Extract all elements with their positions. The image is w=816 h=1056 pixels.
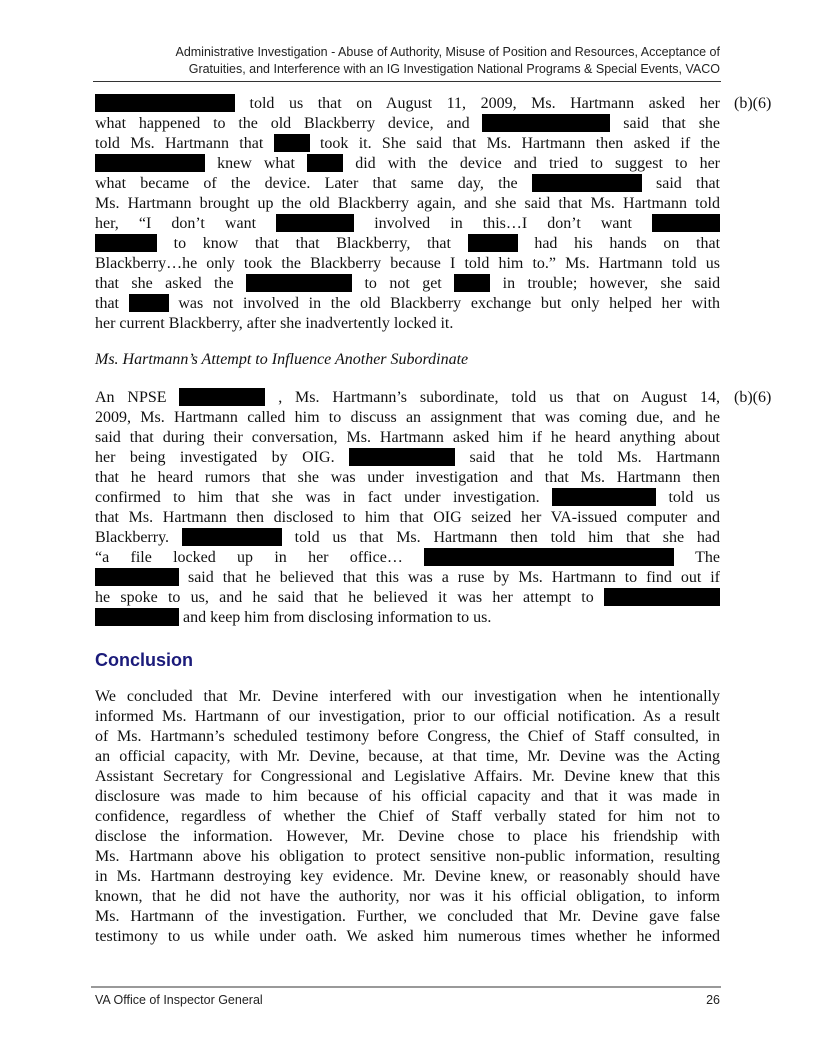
header-line-1: Administrative Investigation - Abuse of Authority, Misuse of Position and Resources, Acceptance of bbox=[175, 45, 720, 59]
redaction-box bbox=[532, 174, 642, 192]
paragraph-conclusion bbox=[95, 687, 720, 947]
text-segment: Assistant Secretary for Congressional and Legislative Affairs. Mr. Devine knew that this bbox=[95, 768, 720, 785]
text-segment: informed Ms. Hartmann of our investigation, prior to our official notification. As a result bbox=[95, 708, 720, 725]
redaction-box bbox=[652, 214, 720, 232]
text-segment: known, that he did not have the authority, nor was it his official obligation, to inform bbox=[95, 888, 720, 905]
text-line bbox=[95, 847, 720, 867]
text-segment: an official capacity, with Mr. Devine, because, at that time, Mr. Devine was the Acting bbox=[95, 748, 720, 765]
text-line bbox=[95, 608, 720, 628]
text-segment: her being investigated by OIG. bbox=[95, 449, 335, 466]
text-line bbox=[95, 408, 720, 428]
text-segment: Ms. Hartmann brought up the old Blackberry again, and she said that Ms. Hartmann told bbox=[95, 195, 720, 212]
text-segment: said that bbox=[656, 175, 720, 192]
text-line bbox=[95, 588, 720, 608]
text-segment: involved in this…I don’t want bbox=[374, 215, 632, 232]
redaction-box bbox=[95, 568, 179, 586]
text-segment: to know that that Blackberry, that bbox=[173, 235, 451, 252]
text-segment: We concluded that Mr. Devine interfered with our investigation when he intentionally bbox=[95, 688, 720, 705]
redaction-box bbox=[349, 448, 455, 466]
text-line bbox=[95, 468, 720, 488]
redaction-box bbox=[468, 234, 518, 252]
text-segment: took it. She said that Ms. Hartmann then asked if the bbox=[319, 135, 721, 152]
text-line bbox=[95, 687, 720, 707]
text-line bbox=[95, 274, 720, 294]
page-number: 26 bbox=[706, 993, 720, 1007]
conclusion-heading: Conclusion bbox=[95, 650, 193, 670]
redaction-box bbox=[424, 548, 674, 566]
text-segment: and keep him from disclosing information to us. bbox=[183, 609, 492, 626]
text-line bbox=[95, 727, 720, 747]
text-line bbox=[95, 174, 720, 194]
text-segment: said that she bbox=[623, 115, 721, 132]
redaction-box bbox=[552, 488, 656, 506]
text-segment: disclose the information. However, Mr. Devine chose to place his friendship with bbox=[95, 828, 720, 845]
text-line bbox=[95, 294, 720, 314]
text-segment: her, “I don’t want bbox=[95, 215, 257, 232]
text-segment: told us bbox=[668, 489, 721, 506]
redaction-box bbox=[95, 234, 157, 252]
text-segment: said that he told Ms. Hartmann bbox=[469, 449, 721, 466]
text-line bbox=[95, 428, 720, 448]
header-divider bbox=[93, 81, 721, 82]
footer-divider bbox=[91, 986, 721, 988]
footer-organization: VA Office of Inspector General bbox=[95, 993, 263, 1007]
text-segment: Blackberry. bbox=[95, 529, 170, 546]
text-segment: told us that on August 11, 2009, Ms. Hartmann asked her bbox=[249, 95, 720, 112]
text-line bbox=[95, 314, 720, 334]
text-line bbox=[95, 214, 720, 234]
redaction-box bbox=[179, 388, 265, 406]
text-segment: Ms. Hartmann of the investigation. Further, we concluded that Mr. Devine gave false bbox=[95, 908, 720, 925]
text-line bbox=[95, 154, 720, 174]
redaction-box bbox=[274, 134, 310, 152]
text-segment: An NPSE bbox=[95, 389, 167, 406]
text-segment: testimony to us while under oath. We asked him numerous times whether he informed bbox=[95, 928, 720, 945]
text-line bbox=[95, 508, 720, 528]
text-line bbox=[95, 548, 720, 568]
text-segment: to not get bbox=[364, 275, 442, 292]
text-line bbox=[95, 94, 720, 114]
text-segment: , Ms. Hartmann’s subordinate, told us that on August 14, bbox=[278, 389, 721, 406]
text-segment: that bbox=[95, 295, 119, 312]
text-segment: confirmed to him that she was in fact under investigation. bbox=[95, 489, 540, 506]
redaction-box bbox=[182, 528, 282, 546]
exemption-label: (b)(6) bbox=[734, 389, 772, 406]
text-line bbox=[95, 887, 720, 907]
text-segment: that Ms. Hartmann then disclosed to him that OIG seized her VA-issued computer and bbox=[95, 509, 720, 526]
redaction-box bbox=[95, 154, 205, 172]
text-segment: what became of the device. Later that same day, the bbox=[95, 175, 518, 192]
document-body bbox=[95, 94, 720, 947]
text-line bbox=[95, 528, 720, 548]
text-line bbox=[95, 707, 720, 727]
text-segment: knew what bbox=[217, 155, 295, 172]
text-segment: that she asked the bbox=[95, 275, 234, 292]
text-line bbox=[95, 767, 720, 787]
text-line bbox=[95, 907, 720, 927]
text-segment: told us that Ms. Hartmann then told him that she had bbox=[294, 529, 721, 546]
text-segment: said that during their conversation, Ms. Hartmann asked him if he heard anything about bbox=[95, 429, 720, 446]
text-segment: disclosure was made to him because of his official capacity and that it was made in bbox=[95, 788, 720, 805]
text-line bbox=[95, 867, 720, 887]
redaction-box bbox=[246, 274, 352, 292]
text-segment: was not involved in the old Blackberry exchange but only helped her with bbox=[178, 295, 721, 312]
redaction-box bbox=[129, 294, 169, 312]
text-segment: in Ms. Hartmann destroying key evidence. Mr. Devine knew, or reasonably should have bbox=[95, 868, 720, 885]
text-segment: what happened to the old Blackberry device, and bbox=[95, 115, 470, 132]
text-line bbox=[95, 488, 720, 508]
text-line bbox=[95, 114, 720, 134]
text-line bbox=[95, 747, 720, 767]
text-segment: he spoke to us, and he said that he believed it was her attempt to bbox=[95, 589, 594, 606]
text-segment: Blackberry…he only took the Blackberry because I told him to.” Ms. Hartmann told us bbox=[95, 255, 720, 272]
text-segment: said that he believed that this was a ruse by Ms. Hartmann to find out if bbox=[187, 569, 721, 586]
text-segment: in trouble; however, she said bbox=[502, 275, 721, 292]
text-segment: of Ms. Hartmann’s scheduled testimony before Congress, the Chief of Staff consulted, in bbox=[95, 728, 720, 745]
header-line-2: Gratuities, and Interference with an IG Investigation National Programs & Special Events, VACO bbox=[188, 62, 720, 76]
text-line bbox=[95, 234, 720, 254]
text-segment: “a file locked up in her office… bbox=[95, 549, 403, 566]
text-line bbox=[95, 827, 720, 847]
text-line bbox=[95, 134, 720, 154]
redaction-box bbox=[307, 154, 343, 172]
text-line bbox=[95, 254, 720, 274]
text-segment: 2009, Ms. Hartmann called him to discuss an assignment that was coming due, and he bbox=[95, 409, 720, 426]
section-subheading: Ms. Hartmann’s Attempt to Influence Another Subordinate bbox=[95, 351, 469, 368]
redaction-box bbox=[276, 214, 354, 232]
text-segment: The bbox=[695, 549, 721, 566]
text-line bbox=[95, 807, 720, 827]
redaction-box bbox=[454, 274, 490, 292]
text-segment: told Ms. Hartmann that bbox=[95, 135, 264, 152]
text-line bbox=[95, 388, 720, 408]
text-segment: her current Blackberry, after she inadvertently locked it. bbox=[95, 315, 454, 332]
running-header bbox=[175, 44, 720, 78]
redaction-box bbox=[95, 608, 179, 626]
paragraph-subordinate bbox=[95, 388, 720, 628]
text-segment: that he heard rumors that she was under investigation and that Ms. Hartmann then bbox=[95, 469, 720, 486]
redaction-box bbox=[95, 94, 235, 112]
exemption-label: (b)(6) bbox=[734, 95, 772, 112]
text-line bbox=[95, 568, 720, 588]
paragraph-blackberry bbox=[95, 94, 720, 334]
redaction-box bbox=[604, 588, 720, 606]
text-line bbox=[95, 927, 720, 947]
text-segment: did with the device and tried to suggest to her bbox=[355, 155, 721, 172]
text-line bbox=[95, 787, 720, 807]
text-line bbox=[95, 194, 720, 214]
redaction-box bbox=[482, 114, 610, 132]
text-segment: confidence, regardless of whether the Chief of Staff verbally stated for him not to bbox=[95, 808, 720, 825]
text-segment: Ms. Hartmann above his obligation to protect sensitive non-public information, resulting bbox=[95, 848, 720, 865]
text-segment: had his hands on that bbox=[534, 235, 721, 252]
text-line bbox=[95, 448, 720, 468]
